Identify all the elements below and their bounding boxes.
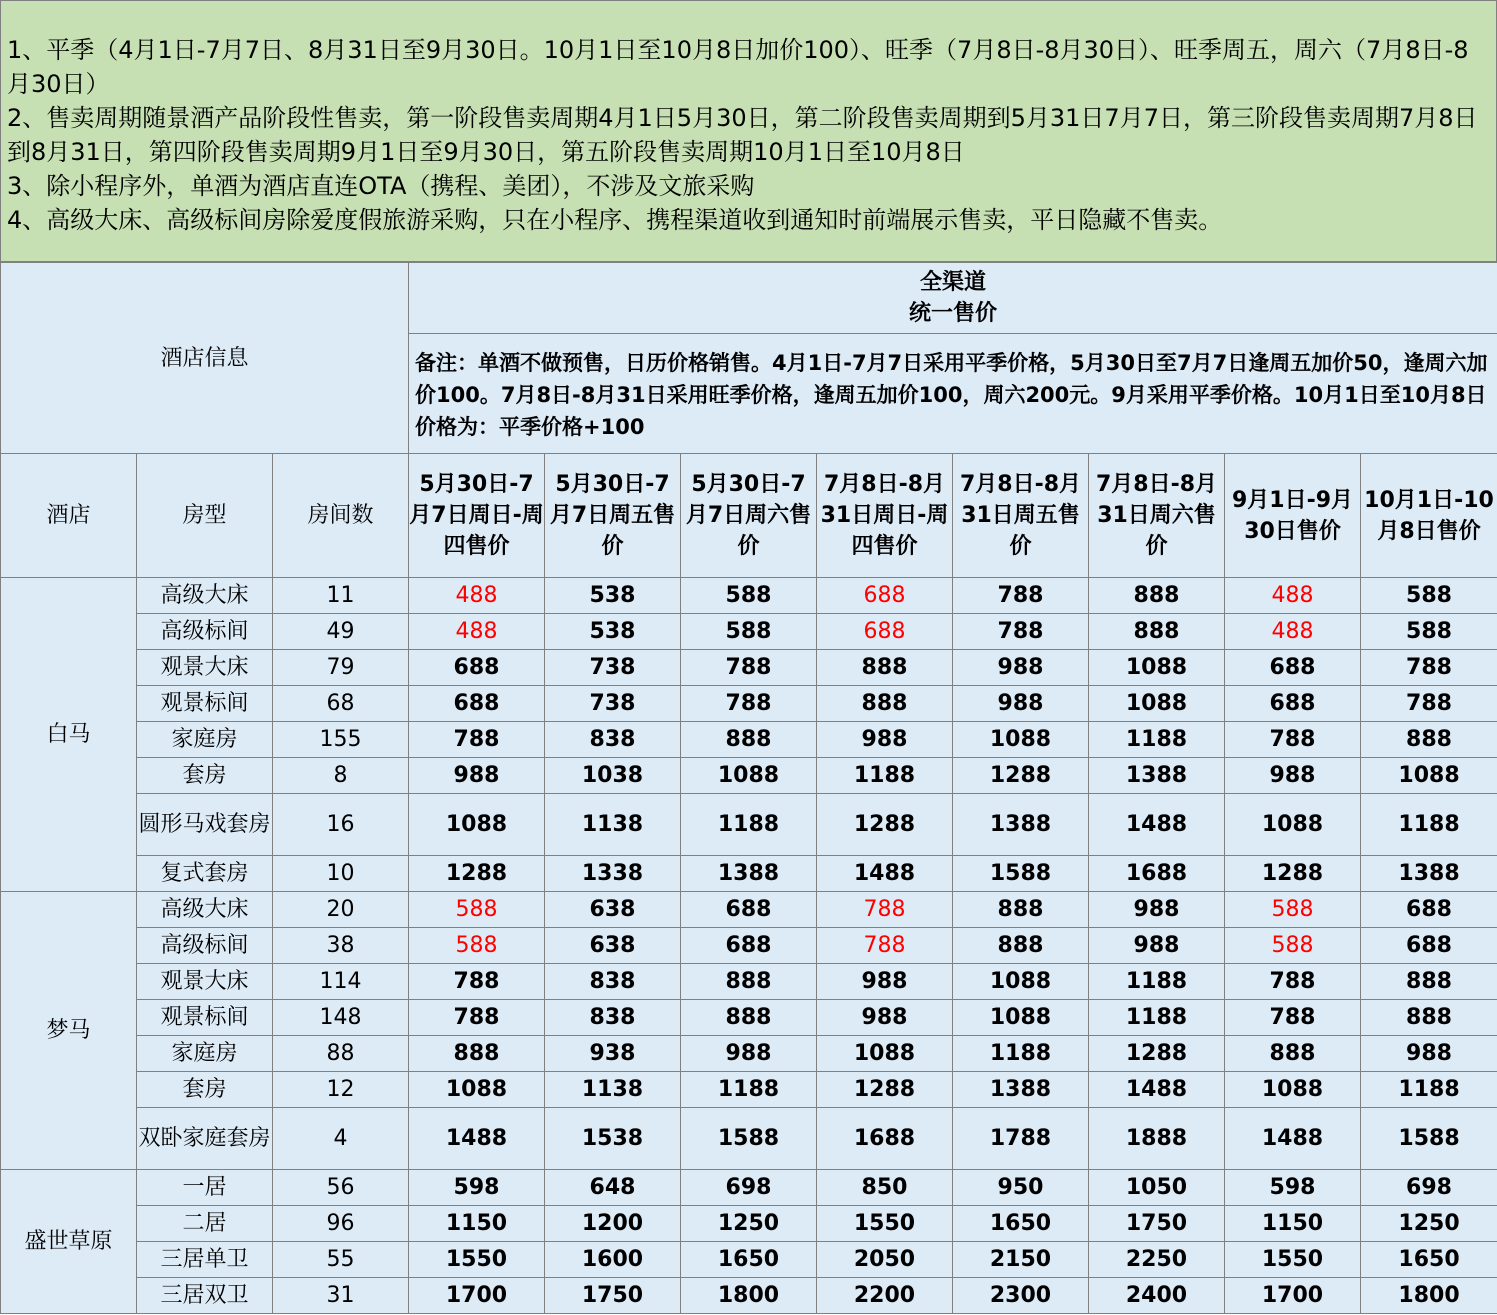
price-cell: 988 [1225,758,1361,794]
price-cell: 1550 [1225,1242,1361,1278]
price-cell: 1288 [953,758,1089,794]
price-cell: 488 [1225,614,1361,650]
table-row [1,1206,1497,1242]
room-count: 10 [273,856,409,892]
room-count: 11 [273,578,409,614]
price-cell: 1800 [1361,1278,1497,1314]
price-cell: 888 [681,1000,817,1036]
note-line-1: 1、平季（4月1日-7月7日、8月31日至9月30日。10月1日至10月8日加价100）、旺季（7月8日-8月30日）、旺季周五，周六（7月8日-8月30日） [7,36,1469,98]
price-cell: 1388 [953,794,1089,856]
price-cell: 1488 [817,856,953,892]
price-cell: 1188 [817,758,953,794]
table-row [1,614,1497,650]
price-cell: 1550 [817,1206,953,1242]
price-cell: 788 [409,964,545,1000]
price-cell: 1188 [1089,722,1225,758]
table-row [1,686,1497,722]
price-cell: 1688 [817,1108,953,1170]
price-cell: 688 [681,928,817,964]
price-cell: 1250 [681,1206,817,1242]
price-cell: 738 [545,650,681,686]
price-cell: 888 [953,928,1089,964]
table-row [1,1170,1497,1206]
table-row [1,928,1497,964]
price-cell: 838 [545,722,681,758]
room-type: 高级标间 [137,928,273,964]
col-header-price-1: 5月30日-7月7日周日-周四售价 [409,454,545,578]
hotel-name: 白马 [1,578,137,892]
price-cell: 888 [1089,578,1225,614]
price-cell: 788 [953,614,1089,650]
price-cell: 1038 [545,758,681,794]
table-row [1,892,1497,928]
room-count: 38 [273,928,409,964]
room-type: 观景标间 [137,1000,273,1036]
price-cell: 988 [953,650,1089,686]
room-type: 双卧家庭套房 [137,1108,273,1170]
price-cell: 938 [545,1036,681,1072]
table-row [1,856,1497,892]
price-cell: 688 [817,614,953,650]
price-cell: 1188 [681,1072,817,1108]
room-type: 套房 [137,1072,273,1108]
table-row [1,1242,1497,1278]
room-type: 观景标间 [137,686,273,722]
room-type: 套房 [137,758,273,794]
table-row [1,794,1497,856]
price-cell: 1388 [1089,758,1225,794]
room-type: 观景大床 [137,964,273,1000]
price-cell: 2300 [953,1278,1089,1314]
price-cell: 788 [1225,1000,1361,1036]
price-cell: 1588 [1361,1108,1497,1170]
room-count: 155 [273,722,409,758]
price-cell: 1188 [681,794,817,856]
price-cell: 1150 [1225,1206,1361,1242]
price-cell: 1088 [681,758,817,794]
price-cell: 588 [1225,892,1361,928]
price-cell: 1188 [953,1036,1089,1072]
table-row [1,650,1497,686]
price-cell: 1088 [953,964,1089,1000]
room-type: 观景大床 [137,650,273,686]
price-cell: 788 [409,722,545,758]
price-cell: 1138 [545,1072,681,1108]
price-cell: 1488 [1089,794,1225,856]
price-cell: 698 [681,1170,817,1206]
price-cell: 538 [545,614,681,650]
price-cell: 888 [681,722,817,758]
room-type: 复式套房 [137,856,273,892]
table-row [1,1072,1497,1108]
price-cell: 588 [1361,614,1497,650]
col-header-price-4: 7月8日-8月31日周日-周四售价 [817,454,953,578]
channel-title-line2: 统一售价 [909,301,998,326]
price-cell: 788 [681,686,817,722]
price-cell: 2050 [817,1242,953,1278]
channel-title [409,263,1497,334]
price-cell: 988 [817,722,953,758]
price-cell: 1188 [1361,1072,1497,1108]
price-cell: 1788 [953,1108,1089,1170]
hotel-name: 梦马 [1,892,137,1170]
price-cell: 2200 [817,1278,953,1314]
price-cell: 1088 [953,722,1089,758]
price-cell: 588 [681,614,817,650]
price-cell: 598 [409,1170,545,1206]
price-cell: 988 [953,686,1089,722]
price-cell: 1288 [817,1072,953,1108]
room-type: 二居 [137,1206,273,1242]
col-header-price-8: 10月1日-10月8日售价 [1361,454,1497,578]
price-cell: 1600 [545,1242,681,1278]
price-cell: 888 [953,892,1089,928]
price-table [0,262,1497,1314]
price-cell: 1088 [1225,794,1361,856]
price-cell: 1550 [409,1242,545,1278]
price-cell: 1338 [545,856,681,892]
room-type: 高级大床 [137,578,273,614]
price-cell: 1700 [1225,1278,1361,1314]
price-cell: 1488 [1089,1072,1225,1108]
hotel-name: 盛世草原 [1,1170,137,1314]
price-cell: 988 [1089,892,1225,928]
note-line-3: 3、除小程序外，单酒为酒店直连OTA（携程、美团），不涉及文旅采购 [7,172,755,200]
price-cell: 888 [817,650,953,686]
price-cell: 1388 [953,1072,1089,1108]
price-cell: 1700 [409,1278,545,1314]
price-cell: 1200 [545,1206,681,1242]
room-count: 8 [273,758,409,794]
price-cell: 688 [409,686,545,722]
channel-title-line1: 全渠道 [920,270,987,295]
price-cell: 1088 [1225,1072,1361,1108]
price-cell: 688 [409,650,545,686]
price-cell: 1650 [681,1242,817,1278]
price-cell: 1088 [1361,758,1497,794]
price-cell: 888 [1361,1000,1497,1036]
room-type: 家庭房 [137,722,273,758]
room-type: 三居双卫 [137,1278,273,1314]
price-cell: 588 [1225,928,1361,964]
room-type: 圆形马戏套房 [137,794,273,856]
price-cell: 588 [681,578,817,614]
price-cell: 1088 [953,1000,1089,1036]
price-cell: 788 [1361,686,1497,722]
price-cell: 1488 [1225,1108,1361,1170]
price-cell: 688 [1361,892,1497,928]
price-cell: 688 [1225,686,1361,722]
table-row [1,758,1497,794]
price-cell: 1088 [1089,650,1225,686]
price-cell: 1800 [681,1278,817,1314]
room-count: 68 [273,686,409,722]
table-row [1,964,1497,1000]
col-header-price-3: 5月30日-7月7日周六售价 [681,454,817,578]
price-cell: 588 [409,928,545,964]
col-header-room-type: 房型 [137,454,273,578]
price-cell: 788 [409,1000,545,1036]
price-cell: 1750 [1089,1206,1225,1242]
price-cell: 1288 [1225,856,1361,892]
price-cell: 1088 [409,794,545,856]
table-row [1,1036,1497,1072]
price-cell: 838 [545,1000,681,1036]
price-cell: 588 [1361,578,1497,614]
price-cell: 1188 [1089,964,1225,1000]
price-cell: 988 [409,758,545,794]
price-cell: 788 [1225,722,1361,758]
price-cell: 688 [1225,650,1361,686]
price-cell: 1088 [1089,686,1225,722]
pricing-remark: 备注：单酒不做预售，日历价格销售。4月1日-7月7日采用平季价格，5月30日至7月7日逢周五加价50，逢周六加价100。7月8日-8月31日采用旺季价格，逢周五加价100，周六200元。9月采用平季价格。10月1日至10月8日价格为：平季价格+100 [409,334,1497,454]
price-cell: 1488 [409,1108,545,1170]
price-cell: 1388 [681,856,817,892]
price-cell: 1188 [1361,794,1497,856]
room-count: 96 [273,1206,409,1242]
price-cell: 1288 [409,856,545,892]
price-cell: 1288 [817,794,953,856]
price-cell: 988 [681,1036,817,1072]
price-cell: 838 [545,964,681,1000]
price-cell: 888 [1089,614,1225,650]
price-cell: 1750 [545,1278,681,1314]
price-cell: 888 [1361,722,1497,758]
room-count: 79 [273,650,409,686]
price-cell: 788 [817,892,953,928]
price-cell: 1650 [953,1206,1089,1242]
table-row [1,722,1497,758]
room-type: 三居单卫 [137,1242,273,1278]
room-count: 88 [273,1036,409,1072]
room-count: 20 [273,892,409,928]
price-cell: 888 [1225,1036,1361,1072]
price-cell: 788 [1361,650,1497,686]
price-cell: 1088 [409,1072,545,1108]
col-header-price-5: 7月8日-8月31日周五售价 [953,454,1089,578]
price-cell: 788 [1225,964,1361,1000]
price-cell: 2400 [1089,1278,1225,1314]
price-cell: 488 [409,614,545,650]
price-cell: 1588 [681,1108,817,1170]
price-cell: 638 [545,928,681,964]
price-cell: 788 [953,578,1089,614]
note-line-4: 4、高级大床、高级标间房除爱度假旅游采购，只在小程序、携程渠道收到通知时前端展示售卖，平日隐藏不售卖。 [7,206,1223,234]
price-cell: 988 [1361,1036,1497,1072]
price-cell: 1688 [1089,856,1225,892]
room-count: 31 [273,1278,409,1314]
notes-panel [0,0,1497,262]
price-cell: 588 [409,892,545,928]
price-cell: 688 [817,578,953,614]
price-cell: 1250 [1361,1206,1497,1242]
price-cell: 488 [1225,578,1361,614]
price-cell: 598 [1225,1170,1361,1206]
price-cell: 888 [817,686,953,722]
price-cell: 1288 [1089,1036,1225,1072]
col-header-price-2: 5月30日-7月7日周五售价 [545,454,681,578]
price-cell: 2150 [953,1242,1089,1278]
col-header-room-count: 房间数 [273,454,409,578]
price-cell: 950 [953,1170,1089,1206]
table-row [1,1000,1497,1036]
price-cell: 1650 [1361,1242,1497,1278]
price-cell: 1088 [817,1036,953,1072]
price-cell: 888 [681,964,817,1000]
price-cell: 988 [1089,928,1225,964]
price-cell: 738 [545,686,681,722]
price-cell: 1388 [1361,856,1497,892]
price-cell: 648 [545,1170,681,1206]
price-cell: 888 [409,1036,545,1072]
price-cell: 1888 [1089,1108,1225,1170]
col-header-price-7: 9月1日-9月30日售价 [1225,454,1361,578]
room-count: 56 [273,1170,409,1206]
room-type: 高级标间 [137,614,273,650]
col-header-hotel: 酒店 [1,454,137,578]
room-count: 12 [273,1072,409,1108]
room-count: 49 [273,614,409,650]
price-cell: 698 [1361,1170,1497,1206]
room-type: 一居 [137,1170,273,1206]
price-cell: 638 [545,892,681,928]
price-cell: 2250 [1089,1242,1225,1278]
price-cell: 488 [409,578,545,614]
price-cell: 688 [681,892,817,928]
price-cell: 1538 [545,1108,681,1170]
col-header-price-6: 7月8日-8月31日周六售价 [1089,454,1225,578]
room-count: 4 [273,1108,409,1170]
price-cell: 688 [1361,928,1497,964]
price-cell: 850 [817,1170,953,1206]
room-type: 高级大床 [137,892,273,928]
price-cell: 1150 [409,1206,545,1242]
hotel-info-label: 酒店信息 [1,263,409,454]
price-cell: 1588 [953,856,1089,892]
price-cell: 788 [817,928,953,964]
room-count: 148 [273,1000,409,1036]
price-cell: 988 [817,964,953,1000]
table-row [1,1278,1497,1314]
table-row [1,578,1497,614]
price-cell: 988 [817,1000,953,1036]
room-count: 55 [273,1242,409,1278]
price-cell: 1050 [1089,1170,1225,1206]
price-cell: 788 [681,650,817,686]
price-cell: 888 [1361,964,1497,1000]
price-cell: 538 [545,578,681,614]
room-count: 16 [273,794,409,856]
price-cell: 1138 [545,794,681,856]
price-cell: 1188 [1089,1000,1225,1036]
note-line-2: 2、售卖周期随景酒产品阶段性售卖，第一阶段售卖周期4月1日5月30日，第二阶段售卖周期到5月31日7月7日，第三阶段售卖周期7月8日到8月31日，第四阶段售卖周期9月1日至9月30日，第五阶段售卖周期10月1日至10月8日 [7,104,1478,166]
room-type: 家庭房 [137,1036,273,1072]
room-count: 114 [273,964,409,1000]
table-row [1,1108,1497,1170]
